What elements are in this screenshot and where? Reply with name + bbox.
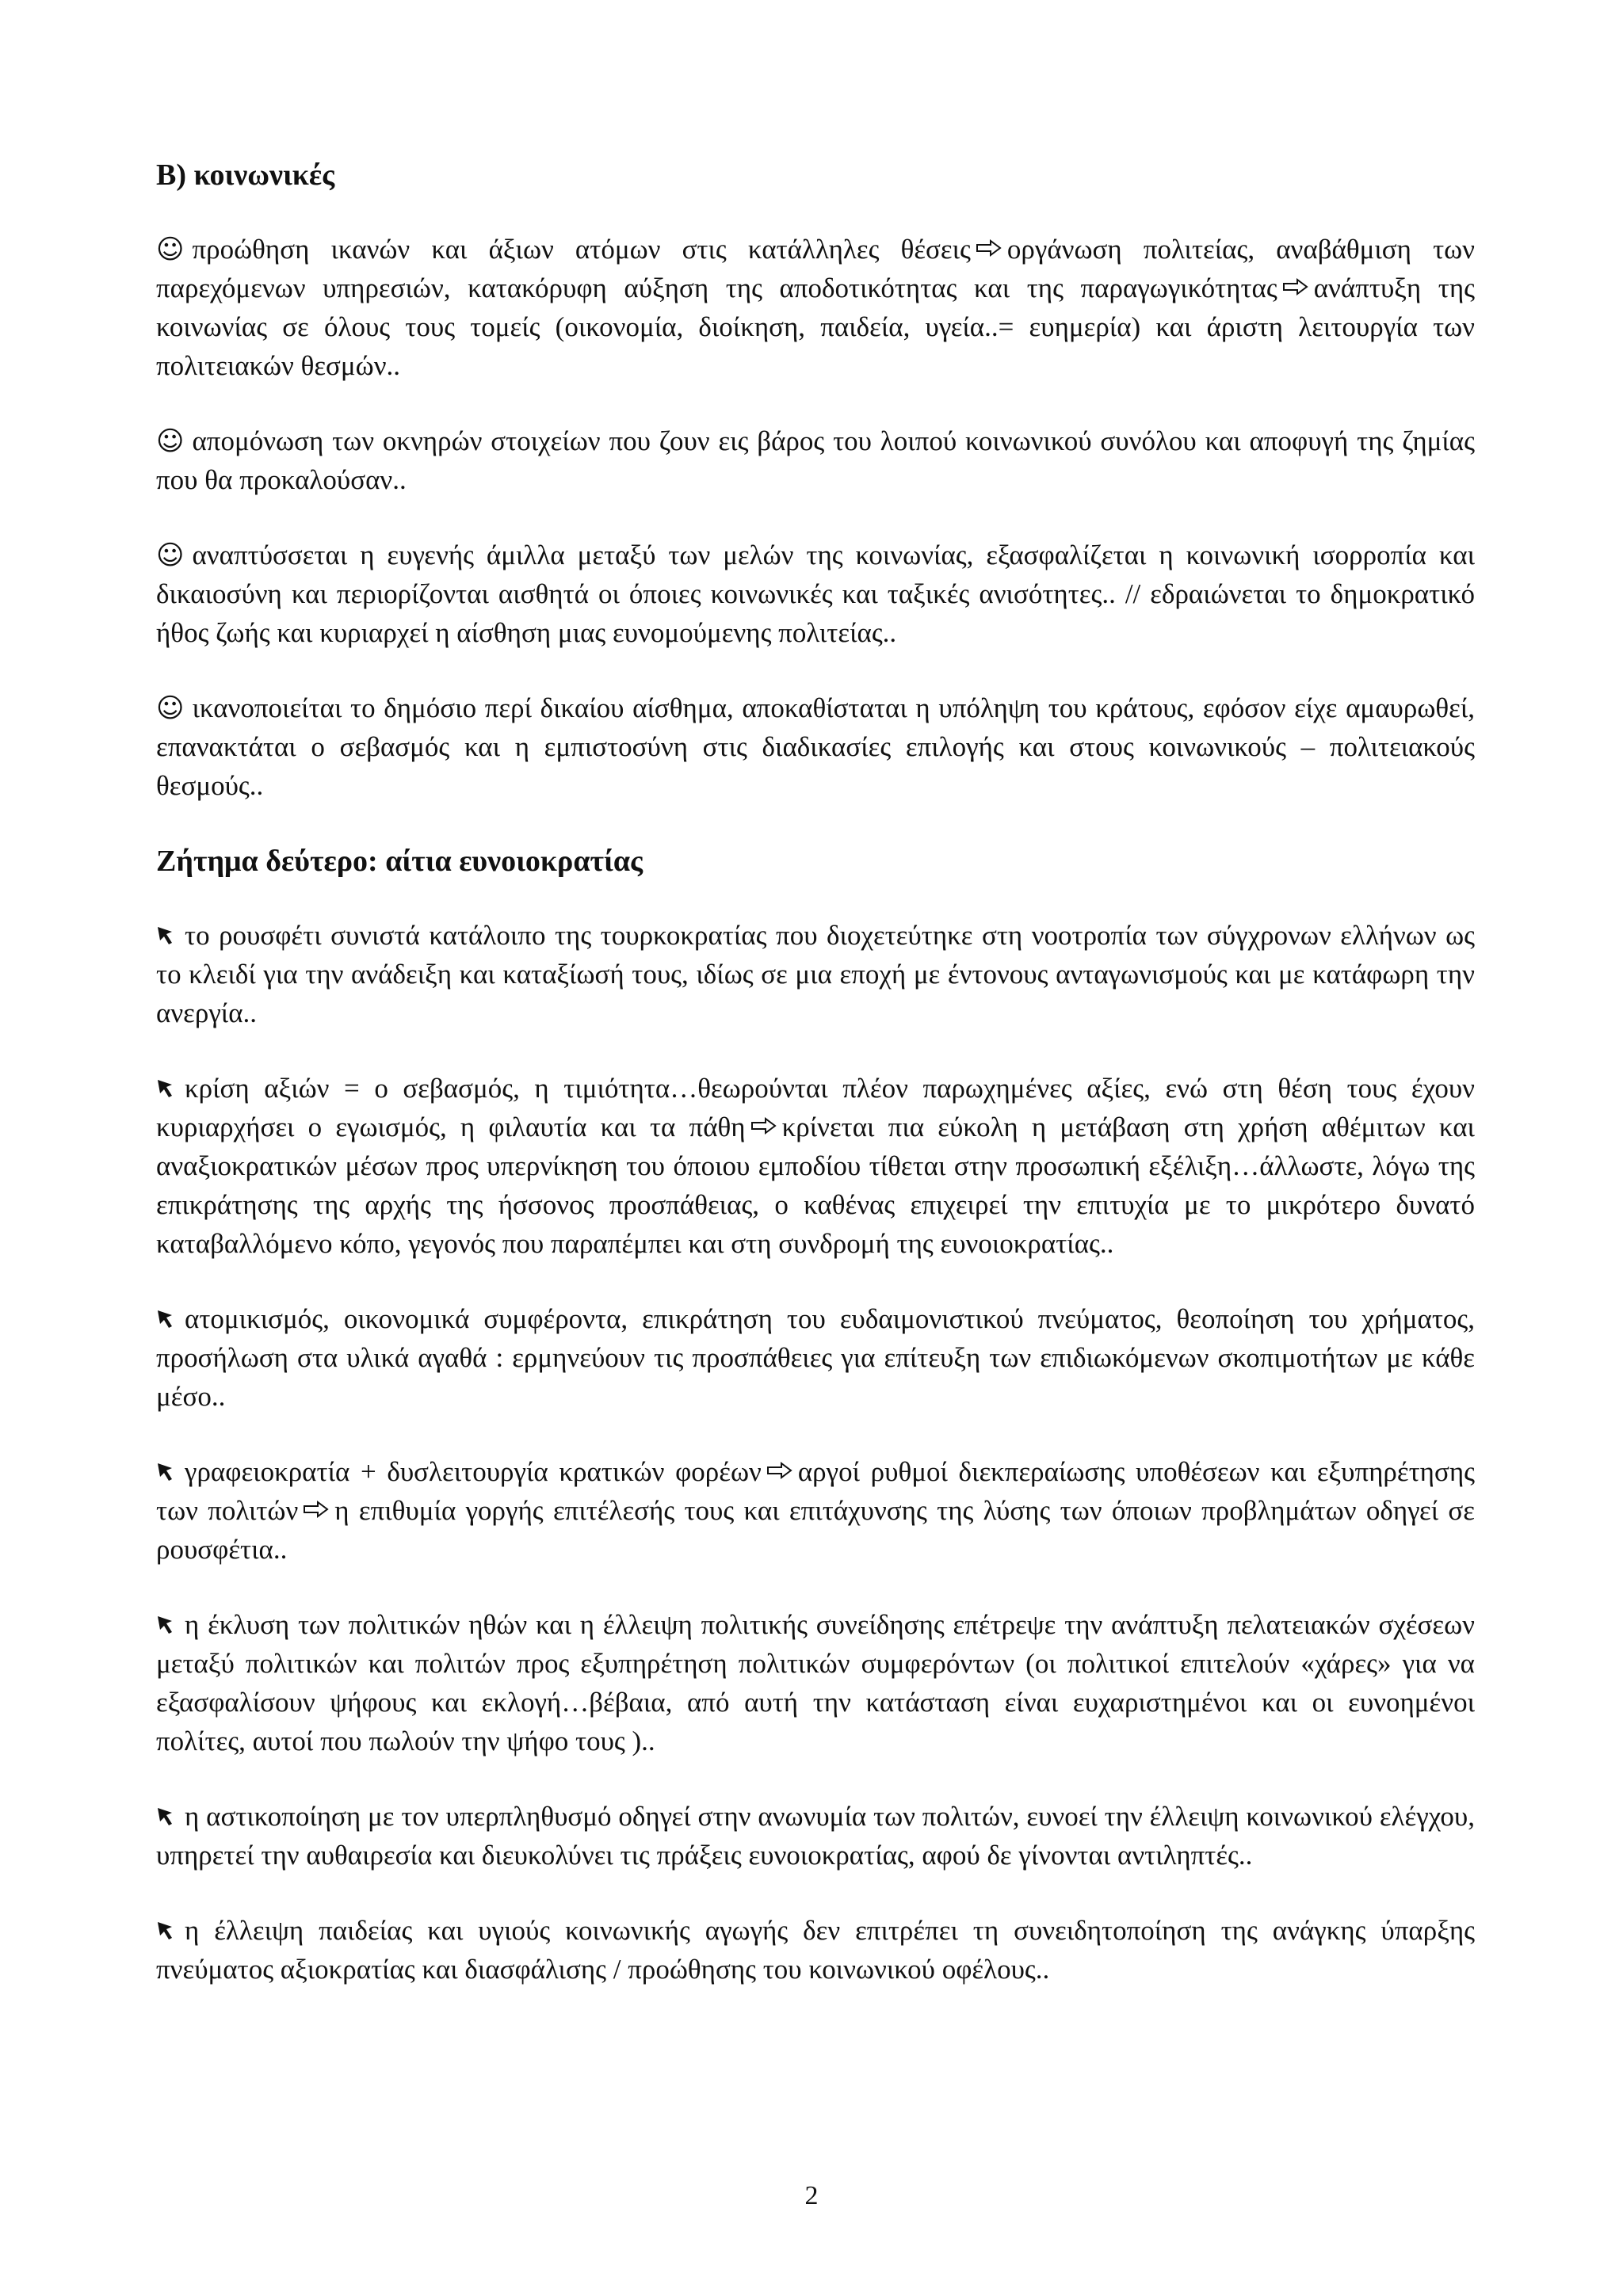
pointer-icon — [156, 1920, 174, 1941]
document-page — [156, 155, 1475, 2025]
list-item-text: προώθηση ικανών και άξιων ατόμων στις κατάλληλες θέσεις — [192, 234, 971, 265]
list-item — [156, 1299, 1475, 1416]
pointer-icon — [156, 1462, 174, 1482]
list-item — [156, 1797, 1475, 1875]
list-item-text: η έκλυση των πολιτικών ηθών και η έλλειψη πολιτικής συνείδησης επέτρεψε την ανάπτυξη πελατειακών σχέσεων μεταξύ πολιτικών και πολιτών προς εξυπηρέτηση πολιτικών συμφερόντων (οι πολιτικοί επιτελούν «χάρες» για να εξασφαλίσουν ψήφους και εκλογή…βέβαια, από αυτή την κατάσταση είναι ευχαριστημένοι και οι ευνοημένοι πολίτες, αυτοί που πωλούν την ψήφο τους ).. — [156, 1609, 1475, 1756]
arrow-right-icon — [1282, 278, 1309, 296]
list-item-text: αναπτύσσεται η ευγενής άμιλλα μεταξύ των μελών της κοινωνίας, εξασφαλίζεται η κοινωνική ισορροπία και δικαιοσύνη και περιορίζονται αισθητά οι όποιες κοινωνικές και ταξικές ανισότητες.. // εδραιώνεται το δημοκρατικό ήθος ζωής και κυριαρχεί η αίσθηση μιας ευνομούμενης πολιτείας.. — [156, 540, 1475, 648]
arrow-right-icon — [766, 1462, 793, 1479]
list-item-text: το ρουσφέτι συνιστά κατάλοιπο της τουρκοκρατίας που διοχετεύτηκε στη νοοτροπία των σύγχρονων ελλήνων ως το κλειδί για την ανάδειξη και καταξίωσή τους, ιδίως σε μια εποχή με έντονους ανταγωνισμούς και με κατάφωρη την ανεργία.. — [156, 920, 1475, 1028]
arrow-right-icon — [976, 239, 1002, 257]
list-item — [156, 688, 1475, 805]
list-item-text: γραφειοκρατία + δυσλειτουργία κρατικών φορέων — [185, 1456, 762, 1487]
list-item-text: η επιθυμία γοργής επιτέλεσής τους και επιτάχυνσης της λύσης των όποιων προβλημάτων οδηγεί σε ρουσφέτια.. — [156, 1495, 1475, 1565]
list-item — [156, 536, 1475, 652]
list-item-text: η αστικοποίηση με τον υπερπληθυσμό οδηγεί στην ανωνυμία των πολιτών, ευνοεί την έλλειψη κοινωνικού ελέγχου, υπηρετεί την αυθαιρεσία και διευκολύνει τις πράξεις ευνοιοκρατίας, αφού δε γίνονται αντιληπτές.. — [156, 1801, 1475, 1871]
pointer-icon — [156, 1806, 174, 1827]
list-item-text: ατομικισμός, οικονομικά συμφέροντα, επικράτηση του ευδαιμονιστικού πνεύματος, θεοποίηση του χρήματος, προσήλωση στα υλικά αγαθά : ερμηνεύουν τις προσπάθειες για επίτευξη των επιδιωκόμενων σκοπιμοτήτων με κάθε μέσο.. — [156, 1303, 1475, 1412]
list-item — [156, 421, 1475, 499]
list-item — [156, 1452, 1475, 1569]
arrow-right-icon — [303, 1501, 330, 1518]
list-item — [156, 916, 1475, 1032]
list-item — [156, 1069, 1475, 1263]
section-heading-social: Β) κοινωνικές — [156, 158, 335, 192]
pointer-icon — [156, 1615, 174, 1635]
smiley-icon: ☺ — [156, 540, 185, 571]
smiley-icon: ☺ — [156, 692, 185, 724]
list-item-text: ανάπτυξη της κοινωνίας σε όλους τους τομείς (οικονομία, διοίκηση, παιδεία, υγεία..= ευημερία) και άριστη λειτουργία των πολιτειακών θεσμών.. — [156, 273, 1475, 381]
section-heading-causes: Ζήτημα δεύτερο: αίτια ευνοιοκρατίας — [156, 845, 643, 878]
list-item-text: ικανοποιείται το δημόσιο περί δικαίου αίσθημα, αποκαθίσταται η υπόληψη του κράτους, εφόσον είχε αμαυρωθεί, επανακτάται ο σεβασμός και η εμπιστοσύνη στις διαδικασίες επιλογής και στους κοινωνικούς – πολιτειακούς θεσμούς.. — [156, 692, 1475, 801]
list-item — [156, 230, 1475, 385]
smiley-icon: ☺ — [156, 234, 185, 265]
list-item-text: κρίνεται πια εύκολη η μετάβαση στη χρήση αθέμιτων και αναξιοκρατικών μέσων προς υπερνίκηση του όποιου εμποδίου τίθεται στην προσωπική εξέλιξη…άλλωστε, λόγω της επικράτησης της αρχής της ήσσονος προσπάθειας, ο καθένας επιχειρεί την επιτυχία με το μικρότερο δυνατό καταβαλλόμενο κόπο, γεγονός που παραπέμπει και στη συνδρομή της ευνοιοκρατίας.. — [156, 1112, 1475, 1259]
pointer-icon — [156, 925, 174, 946]
page-number: 2 — [804, 2181, 819, 2210]
list-item-text: αργοί ρυθμοί διεκπεραίωσης υποθέσεων και εξυπηρέτησης των πολιτών — [156, 1456, 1475, 1526]
section-causes-list — [156, 916, 1475, 1989]
list-item-text: η έλλειψη παιδείας και υγιούς κοινωνικής αγωγής δεν επιτρέπει τη συνειδητοποίηση της ανάγκης ύπαρξης πνεύματος αξιοκρατίας και διασφάλισης / προώθησης του κοινωνικού οφέλους.. — [156, 1915, 1475, 1985]
smiley-icon: ☺ — [156, 425, 185, 457]
list-item-text: κρίση αξιών = ο σεβασμός, η τιμιότητα…θεωρούνται πλέον παρωχημένες αξίες, ενώ στη θέση τους έχουν κυριαρχήσει ο εγωισμός, η φιλαυτία και τα πάθη — [156, 1073, 1475, 1142]
list-item-text: οργάνωση πολιτείας, αναβάθμιση των παρεχόμενων υπηρεσιών, κατακόρυφη αύξηση της αποδοτικότητας και της παραγωγικότητας — [156, 234, 1476, 303]
list-item — [156, 1911, 1475, 1989]
list-item-text: απομόνωση των οκνηρών στοιχείων που ζουν εις βάρος του λοιπού κοινωνικού συνόλου και αποφυγή της ζημίας που θα προκαλούσαν.. — [156, 425, 1475, 495]
pointer-icon — [156, 1309, 174, 1329]
arrow-right-icon — [750, 1117, 777, 1135]
section-social-list — [156, 230, 1475, 805]
list-item — [156, 1605, 1475, 1760]
pointer-icon — [156, 1078, 174, 1099]
